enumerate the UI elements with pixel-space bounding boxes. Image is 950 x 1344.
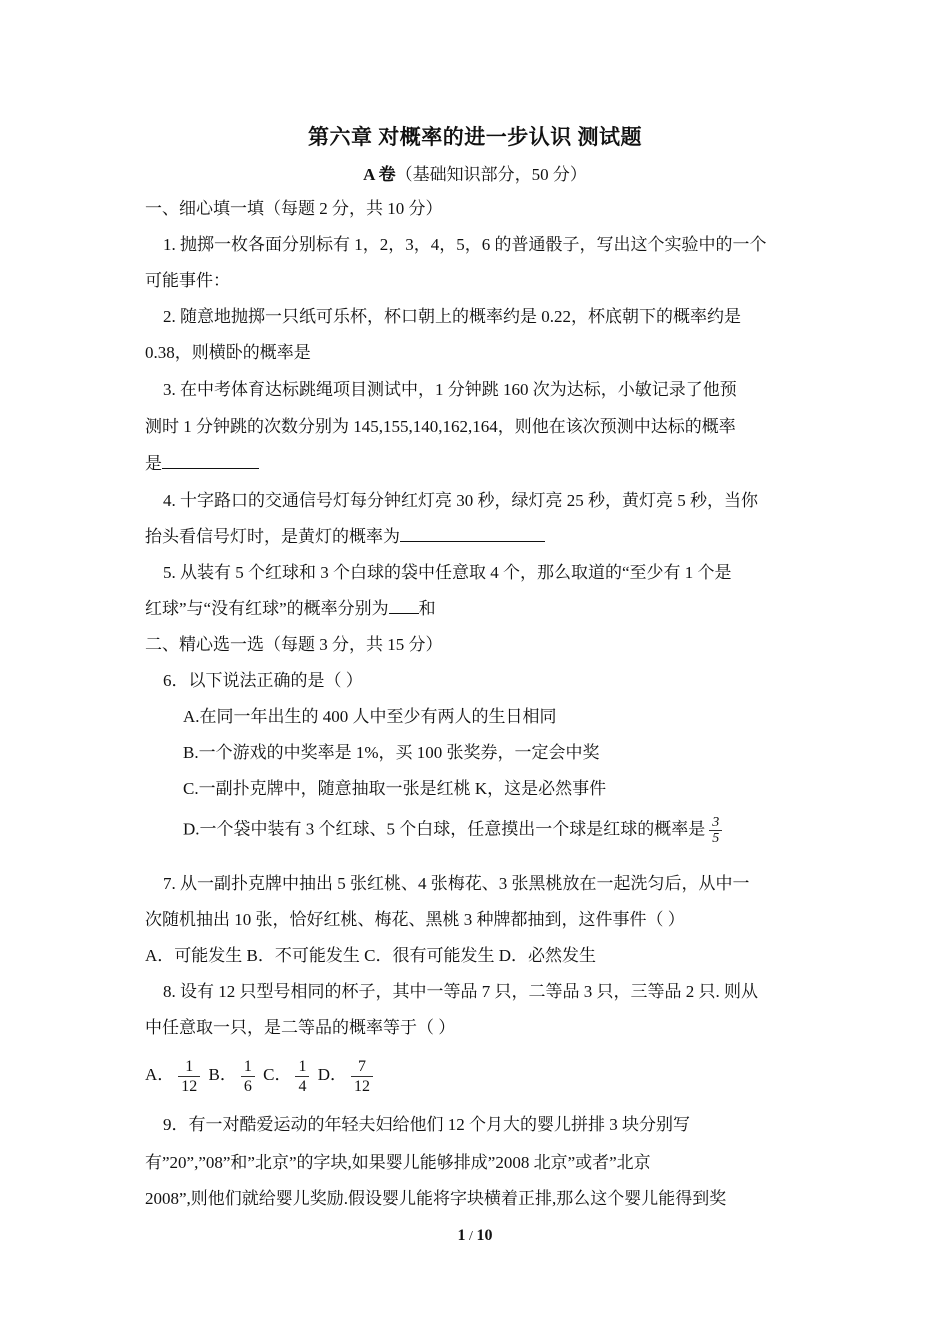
q5-line-1: 5. 从装有 5 个红球和 3 个白球的袋中任意取 4 个，那么取道的“至少有 1 个是 [163, 563, 732, 582]
q2-line-1: 2. 随意地抛掷一只纸可乐杯，杯口朝上的概率约是 0.22，杯底朝下的概率约是 [163, 307, 741, 326]
q4-answer-blank [400, 525, 545, 542]
q6-option-a: A.在同一年出生的 400 人中至少有两人的生日相同 [183, 707, 557, 726]
q8-line-2: 中任意取一只，是二等品的概率等于（ ） [145, 1018, 456, 1037]
option-fraction [351, 1057, 373, 1096]
q3-line-3 [145, 452, 259, 476]
q5-line-2-end: 和 [418, 599, 436, 618]
page-title: 第六章 对概率的进一步认识 测试题 [308, 125, 642, 149]
q6-option-b: B.一个游戏的中奖率是 1%，买 100 张奖券，一定会中奖 [183, 743, 600, 762]
q3-answer-blank [162, 452, 259, 469]
q8-option-c [263, 1058, 313, 1095]
option-label: A． [145, 1065, 175, 1085]
q9-line-1: 9．有一对酷爱运动的年轻夫妇给他们 12 个月大的婴儿拼排 3 块分别写 [163, 1115, 690, 1134]
q9-line-3: 2008”,则他们就给婴儿奖励.假设婴儿能将字块横着正排,那么这个婴儿能得到奖 [145, 1189, 727, 1208]
q5-answer-blank [389, 597, 419, 614]
q8-options [145, 1057, 377, 1096]
q4-line-2 [145, 525, 545, 549]
q1-line-2: 可能事件： [145, 271, 230, 290]
q8-line-1: 8. 设有 12 只型号相同的杯子，其中一等品 7 只，二等品 3 只，三等品 2 只. 则从 [163, 982, 758, 1001]
option-label: C． [263, 1065, 292, 1085]
q8-option-d [317, 1058, 377, 1095]
q7-line-1: 7. 从一副扑克牌中抽出 5 张红桃、4 张梅花、3 张黑桃放在一起洗匀后，从中一 [163, 874, 750, 893]
fraction-denominator: 4 [295, 1076, 309, 1096]
fraction-numerator: 1 [243, 1058, 252, 1075]
fraction-denominator: 12 [351, 1076, 373, 1096]
section-heading-choice: 二、精心选一选（每题 3 分，共 15 分） [145, 635, 443, 654]
page-number [0, 1227, 950, 1245]
q5-line-2-text: 红球”与“没有红球”的概率分别为 [145, 599, 389, 618]
q3-line-2: 测时 1 分钟跳的次数分别为 145,155,140,162,164，则他在该次预测中达标的概率 [145, 417, 736, 436]
q5-line-2 [145, 597, 436, 621]
fraction-denominator: 12 [178, 1076, 200, 1096]
page-subtitle [0, 160, 950, 185]
q7-line-2: 次随机抽出 10 张，恰好红桃、梅花、黑桃 3 种牌都抽到，这件事件（ ） [145, 910, 685, 929]
q6-option-d-fraction [709, 815, 722, 846]
fraction-numerator: 7 [358, 1058, 366, 1075]
q8-option-a [145, 1058, 204, 1095]
q6-option-d-text: D.一个袋中装有 3 个红球、5 个白球，任意摸出一个球是红球的概率是 [183, 819, 706, 839]
option-label: B． [208, 1065, 237, 1085]
q3-line-3-text: 是 [145, 454, 162, 473]
section-heading-fill: 一、细心填一填（每题 2 分，共 10 分） [145, 199, 443, 218]
fraction-numerator: 1 [185, 1058, 194, 1075]
option-label: D． [317, 1065, 347, 1085]
fraction-numerator: 1 [298, 1058, 307, 1075]
page-separator: / [465, 1229, 477, 1244]
q9-line-2: 有”20”,”08”和”北京”的字块,如果婴儿能够排成”2008 北京”或者”北京 [145, 1153, 651, 1172]
fraction-denominator: 5 [709, 830, 722, 846]
subtitle-rest: （基础知识部分，50 分） [395, 165, 587, 184]
q3-line-1: 3. 在中考体育达标跳绳项目测试中，1 分钟跳 160 次为达标，小敏记录了他预 [163, 380, 737, 399]
subtitle-bold: A 卷 [363, 165, 396, 184]
q6-option-d [183, 815, 726, 846]
q4-line-2-text: 抬头看信号灯时，是黄灯的概率为 [145, 527, 400, 546]
fraction-denominator: 6 [241, 1076, 255, 1096]
option-fraction [178, 1057, 200, 1096]
q7-options: A．可能发生 B．不可能发生 C．很有可能发生 D．必然发生 [145, 946, 596, 965]
q4-line-1: 4. 十字路口的交通信号灯每分钟红灯亮 30 秒，绿灯亮 25 秒，黄灯亮 5 秒，当你 [163, 491, 758, 510]
page-total: 10 [476, 1227, 493, 1244]
q8-option-b [208, 1058, 259, 1095]
fraction-numerator: 3 [712, 815, 720, 830]
option-fraction [295, 1057, 309, 1096]
q2-line-2: 0.38，则横卧的概率是 [145, 343, 311, 362]
option-fraction [241, 1057, 255, 1096]
q6-option-c: C.一副扑克牌中，随意抽取一张是红桃 K，这是必然事件 [183, 779, 607, 798]
page-current: 1 [457, 1227, 466, 1244]
q1-line-1: 1. 抛掷一枚各面分别标有 1，2，3，4，5，6 的普通骰子，写出这个实验中的一个 [163, 235, 767, 254]
q6-stem: 6．以下说法正确的是（ ） [163, 671, 363, 690]
